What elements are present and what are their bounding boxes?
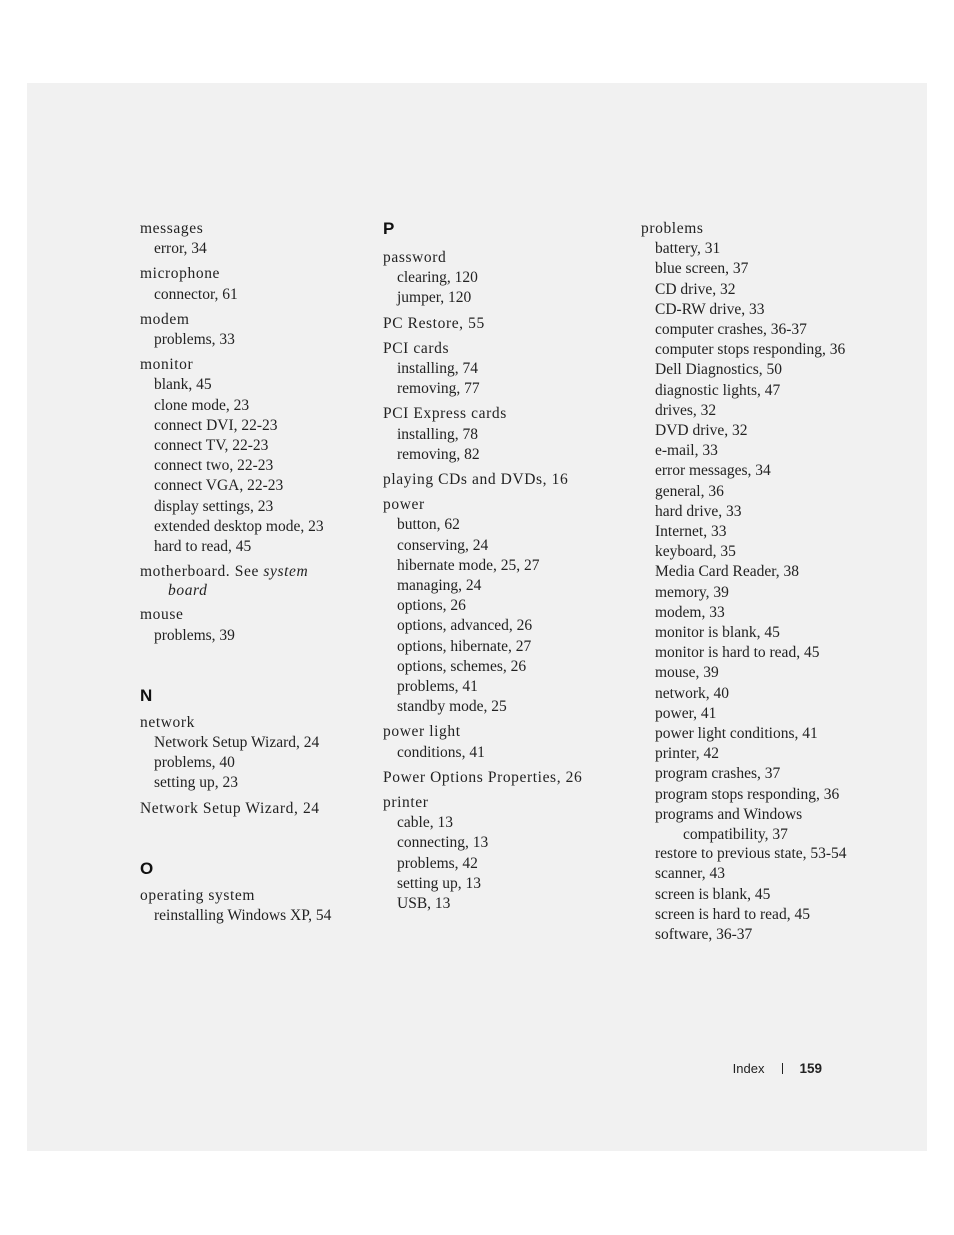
index-entry — [140, 219, 365, 259]
index-subterm: reinstalling Windows XP, 54 — [154, 907, 332, 925]
index-subterm: monitor is blank, 45 — [655, 624, 780, 642]
index-subterm: program crashes, 37 — [655, 765, 781, 783]
index-subterm: options, hibernate, 27 — [397, 637, 532, 655]
index-column-2 — [383, 219, 623, 919]
index-term: printer — [383, 794, 429, 812]
index-entry — [383, 248, 623, 309]
footer-separator — [782, 1063, 783, 1074]
index-subterm: programs and Windows — [655, 805, 803, 823]
index-subterm: standby mode, 25 — [397, 698, 507, 716]
index-term: PCI cards — [383, 339, 450, 357]
index-subterm: software, 36-37 — [655, 925, 753, 943]
index-entry — [383, 470, 623, 490]
index-entry — [383, 495, 623, 717]
index-term: mouse — [140, 606, 184, 624]
index-subterm: computer crashes, 36-37 — [655, 321, 807, 339]
index-entry — [140, 310, 365, 350]
index-subterm: error, 34 — [154, 240, 207, 258]
index-subterm: installing, 74 — [397, 360, 478, 378]
index-subterm: modem, 33 — [655, 603, 725, 621]
index-term: operating system — [140, 886, 256, 904]
index-term: power — [383, 496, 425, 514]
index-subterm: removing, 77 — [397, 380, 480, 398]
index-subterm: restore to previous state, 53-54 — [655, 845, 847, 863]
index-subterm: managing, 24 — [397, 577, 482, 595]
index-subterm: USB, 13 — [397, 895, 451, 913]
index-subterm: mouse, 39 — [655, 664, 719, 682]
index-subterm: options, schemes, 26 — [397, 657, 527, 675]
see-reference: system — [263, 563, 309, 581]
index-subterm: DVD drive, 32 — [655, 422, 748, 440]
index-subterm: button, 62 — [397, 516, 460, 534]
index-subterm: problems, 40 — [154, 754, 235, 772]
index-term: problems — [641, 220, 704, 237]
index-letter-heading: N — [140, 685, 153, 705]
index-subterm: jumper, 120 — [397, 289, 472, 307]
index-column-3 — [641, 219, 881, 950]
index-term: playing CDs and DVDs, 16 — [383, 471, 569, 489]
index-entry — [140, 562, 365, 600]
index-subterm: clearing, 120 — [397, 269, 478, 287]
index-subterm: diagnostic lights, 47 — [655, 381, 781, 399]
index-subterm: power light conditions, 41 — [655, 725, 818, 743]
index-subterm: error messages, 34 — [655, 462, 771, 480]
index-term: monitor — [140, 356, 194, 374]
index-subterm: connect two, 22-23 — [154, 457, 274, 475]
index-term: PC Restore, 55 — [383, 314, 485, 332]
index-subterm: battery, 31 — [655, 240, 721, 258]
index-entry — [383, 768, 623, 788]
index-term: Power Options Properties, 26 — [383, 768, 583, 786]
index-term: Network Setup Wizard, 24 — [140, 799, 320, 817]
index-subterm: program stops responding, 36 — [655, 785, 840, 803]
index-subterm: network, 40 — [655, 684, 730, 702]
index-term: password — [383, 249, 447, 266]
page — [27, 83, 927, 1151]
index-subterm: connect VGA, 22-23 — [154, 477, 284, 495]
index-subterm-continued: compatibility, 37 — [683, 826, 788, 844]
index-subterm: problems, 41 — [397, 678, 478, 696]
index-subterm: options, 26 — [397, 597, 466, 615]
index-subterm: Media Card Reader, 38 — [655, 563, 799, 581]
index-entry — [140, 605, 365, 645]
index-entry — [140, 355, 365, 557]
index-subterm: problems, 39 — [154, 626, 235, 644]
index-subterm: screen is hard to read, 45 — [655, 905, 810, 923]
index-subterm: setting up, 13 — [397, 874, 481, 892]
index-entry — [140, 713, 365, 794]
index-column-1 — [140, 219, 365, 931]
index-subterm: removing, 82 — [397, 445, 480, 463]
index-letter-heading: P — [383, 219, 395, 238]
index-subterm: blue screen, 37 — [655, 260, 749, 278]
index-subterm: connecting, 13 — [397, 834, 489, 852]
index-subterm: connect TV, 22-23 — [154, 437, 269, 455]
index-subterm: options, advanced, 26 — [397, 617, 533, 635]
index-subterm: blank, 45 — [154, 376, 212, 394]
index-subterm: extended desktop mode, 23 — [154, 517, 324, 535]
index-entry — [383, 722, 623, 762]
index-entry — [140, 799, 365, 819]
index-subterm: cable, 13 — [397, 814, 453, 832]
index-entry — [140, 886, 365, 926]
index-term: microphone — [140, 265, 221, 283]
index-subterm: e-mail, 33 — [655, 442, 718, 460]
index-subterm: problems, 33 — [154, 331, 235, 349]
index-subterm: setting up, 23 — [154, 774, 238, 792]
index-subterm: display settings, 23 — [154, 497, 274, 515]
index-subterm: CD-RW drive, 33 — [655, 300, 765, 318]
index-subterm: Dell Diagnostics, 50 — [655, 361, 782, 379]
index-subterm: memory, 39 — [655, 583, 729, 601]
see-reference-continued: board — [168, 582, 208, 600]
index-subterm: hard to read, 45 — [154, 538, 252, 556]
index-subterm: installing, 78 — [397, 425, 478, 443]
footer-section-label: Index — [732, 1061, 765, 1076]
index-term-text: motherboard. See — [140, 563, 264, 581]
index-term: PCI Express cards — [383, 405, 507, 423]
index-subterm: connector, 61 — [154, 285, 238, 303]
index-subterm: Network Setup Wizard, 24 — [154, 734, 320, 752]
index-subterm: keyboard, 35 — [655, 543, 736, 561]
index-subterm: power, 41 — [655, 704, 717, 722]
index-subterm: drives, 32 — [655, 401, 717, 419]
index-letter-heading: O — [140, 858, 154, 878]
index-term: power light — [383, 723, 461, 741]
page-footer — [733, 1061, 822, 1076]
index-subterm: problems, 42 — [397, 854, 478, 872]
index-subterm: general, 36 — [655, 482, 724, 500]
index-term: modem — [140, 310, 190, 328]
index-subterm: hard drive, 33 — [655, 502, 742, 520]
index-entry — [383, 314, 623, 334]
index-term: network — [140, 713, 195, 731]
index-subterm: hibernate mode, 25, 27 — [397, 556, 540, 574]
index-entry — [383, 404, 623, 465]
index-entry — [140, 264, 365, 304]
index-entry — [383, 793, 623, 914]
index-subterm: conserving, 24 — [397, 536, 489, 554]
index-subterm: conditions, 41 — [397, 743, 485, 761]
page-number: 159 — [799, 1061, 822, 1076]
index-subterm: scanner, 43 — [655, 865, 725, 883]
index-subterm: Internet, 33 — [655, 523, 727, 541]
index-subterm: printer, 42 — [655, 745, 719, 763]
index-term: messages — [140, 220, 204, 237]
index-subterm: connect DVI, 22-23 — [154, 416, 278, 434]
index-subterm: CD drive, 32 — [655, 280, 736, 298]
index-entry — [641, 219, 881, 945]
index-subterm: computer stops responding, 36 — [655, 341, 846, 359]
index-subterm: monitor is hard to read, 45 — [655, 644, 820, 662]
index-subterm: screen is blank, 45 — [655, 885, 771, 903]
index-term — [140, 562, 365, 582]
index-entry — [383, 339, 623, 400]
index-subterm: clone mode, 23 — [154, 396, 250, 414]
